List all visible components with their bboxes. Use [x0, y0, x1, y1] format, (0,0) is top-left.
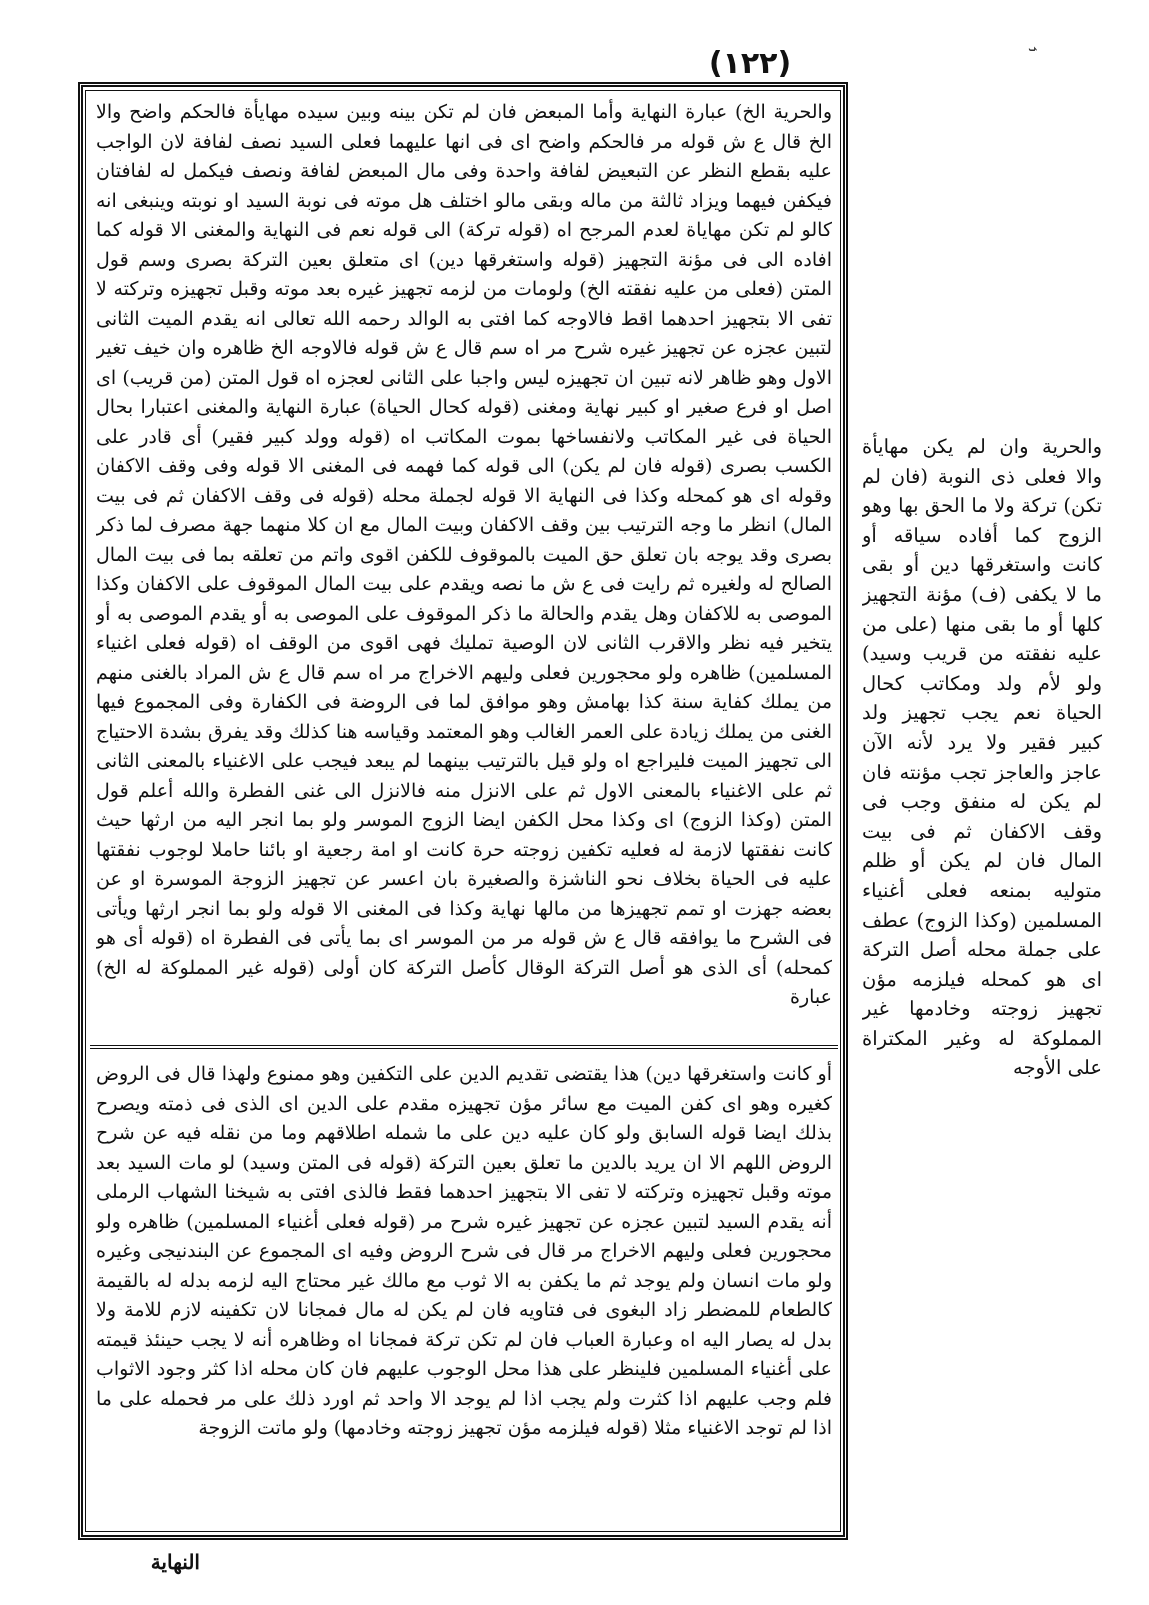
lower-commentary-text: أو كانت واستغرقها دين) هذا يقتضى تقديم الدين على التكفين وهو ممنوع ولهذا قال فى الروض كغيره وهو اى كفن الميت مع سائر مؤن تجهيزه مقدم على الدين اى الذى فى ذمته ويصرح بذلك ايضا قوله السابق ولو كان عليه دين على ما شمله اطلاقهم وما من نقله فيه عن شرح الروض اللهم الا ان يريد بالدين ما تعلق بعين التركة (قوله فى المتن وسيد) لو مات السيد بعد موته وقبل تجهيزه وتركته لا تفى الا بتجهيز احدهما فقط فالذى افتى به شيخنا الشهاب الرملى أنه يقدم السيد لتبين عجزه عن تجهيز غيره شرح مر (قوله فعلى أغنياء المسلمين) ظاهره ولو محجورين فعلى وليهم الاخراج مر قال فى شرح الروض وفيه اى المجموع عن البندنيجى وغيره ولو مات انسان ولم يوجد ثم ما يكفن به الا ثوب مع مالك غير محتاج اليه لزمه بدله له بالقيمة كالطعام للمضطر زاد البغوى فى فتاويه فان لم يكن له مال فمجانا لان تكفينه لازم للامة ولا بدل له يصار اليه اه وعبارة العباب فان لم تكن تركة فمجانا اه وظاهره أنه لا يجب حينئذ قيمته على أغنياء المسلمين فلينظر على هذا محل الوجوب عليهم فان كان محله اذا كثر وجود الاثواب فلم وجب عليهم اذا كثرت ولم يجب اذا لم يوجد الا واحد ثم اورد ذلك على مر فحمله على ما اذا لم توجد الاغنياء مثلا (قوله فيلزمه مؤن تجهيز زوجته وخادمها) ولو ماتت الزوجة — [96, 1063, 832, 1439]
section-divider — [90, 1045, 838, 1049]
page-number: (١٢٢) — [708, 46, 792, 81]
main-commentary-text: والحرية الخ) عبارة النهاية وأما المبعض فان لم تكن بينه وبين سيده مهايأة فالحكم واضح والا الخ قال ع ش قوله مر فالحكم واضح اى فى انها عليهما فعلى السيد نصف لفافة لان الواجب عليه بقطع النظر عن التبعيض لفافة واحدة وفى مال المبعض لفافة ونصف فيكمل له لفافتان فيكفن فيهما ويزاد ثالثة من ماله وبقى مالو اختلف هل موته فى نوبة السيد او نوبته وينبغى انه كالو لم تكن مهاياة لعدم المرجح اه (قوله تركة) الى قوله نعم فى النهاية والمغنى الا قوله كما افاده الى فى مؤنة التجهيز (قوله واستغرقها دين) اى متعلق بعين التركة بصرى وسم قول المتن (فعلى من عليه نفقته الخ) ولومات من لزمه تجهيز غيره بعد موته وقبل تجهيزه وتركته لا تفى الا بتجهيز احدهما اقط فالاوجه كما افتى به الوالد رحمه الله تعالى انه يقدم الميت الثانى لتبين عجزه عن تجهيز غيره شرح مر اه سم قال ع ش قوله فالاوجه الخ ظاهره وان خيف تغير الاول وهو ظاهر لانه تبين ان تجهيزه ليس واجبا على الثانى لعجزه اه قول المتن (من قريب) اى اصل او فرع صغير او كبير نهاية ومغنى (قوله كحال الحياة) عبارة النهاية والمغنى اعتبارا بحال الحياة فى غير المكاتب ولانفساخها بموت المكاتب اه (قوله وولد كبير فقير) أى قادر على الكسب بصرى (قوله فان لم يكن) الى قوله كما فهمه فى المغنى الا قوله وفى وقف الاكفان وقوله اى هو كمحله وكذا فى النهاية الا قوله لجملة محله (قوله فى وقف الاكفان ثم فى بيت المال) انظر ما وجه الترتيب بين وقف الاكفان وبيت المال مع ان كلا منهما جهة مصرف لما ذكر بصرى وقد يوجه بان تعلق حق الميت بالموقوف للكفن اقوى واتم من تعلقه بما فى بيت المال الصالح له ولغيره ثم رايت فى ع ش ما نصه ويقدم على بيت المال الموقوف على الاكفان وكذا الموصى به للاكفان وهل يقدم والحالة ما ذكر الموقوف على الموصى به أو يقدم الموصى به أو يتخير فيه نظر والاقرب الثانى لان الوصية تمليك فهى اقوى من الوقف اه (قوله فعلى اغنياء المسلمين) ظاهره ولو محجورين فعلى وليهم الاخراج مر اه سم قال ع ش المراد بالغنى منهم من يملك كفاية سنة كذا بهامش وهو موافق لما فى الروضة فى الكفارة وفى المجموع فيها الغنى من يملك زيادة على العمر الغالب وهو المعتمد وقياسه هنا كذلك وقد يفرق بشدة الاحتياج الى تجهيز الميت فليراجع اه ولو قيل بالترتيب بينهما لم يبعد فيجب على الاغنياء بالمعنى الثانى ثم على الاغنياء بالمعنى الاول ثم على الانزل منه فالانزل الى غنى الفطرة والله أعلم قول المتن (وكذا الزوج) اى وكذا محل الكفن ايضا الزوج الموسر ولو بما انجر اليه من ارثها حيث كانت نفقتها لازمة له فعليه تكفين زوجته حرة كانت او امة رجعية او بائنا حاملا لوجوب نفقتها عليه فى الحياة بخلاف نحو الناشزة والصغيرة بان اعسر عن تجهيز الزوجة الموسرة او عن بعضه جهزت او تمم تجهيزها من مالها نهاية وكذا فى المغنى الا قوله ولو بما انجر ارثها ويأتى فى الشرح ما يوافقه قال ع ش قوله مر من الموسر اى بما يأتى فى الفطرة اه (قوله أى هو كمحله) أى الذى هو أصل التركة الوقال كأصل التركة كان أولى (قوله غير المملوكة له الخ) عبارة — [96, 101, 832, 1008]
corner-mark: ܝ — [1028, 36, 1038, 55]
footer-label: النهاية — [150, 1550, 200, 1574]
margin-matn-text: والحرية وان لم يكن مهايأة والا فعلى ذى النوبة (فان لم تكن) تركة ولا ما الحق بها وهو الزوج كما أفاده سياقه أو كانت واستغرقها دين أو بقى ما لا يكفى (ف) مؤنة التجهيز كلها أو ما بقى منها (على من عليه نفقته من قريب وسيد) ولو لأم ولد ومكاتب كحال الحياة نعم يجب تجهيز ولد كبير فقير ولا يرد لأنه الآن عاجز والعاجز تجب مؤنته فان لم يكن له منفق وجب فى وقف الاكفان ثم فى بيت المال فان لم يكن أو ظلم متوليه بمنعه فعلى أغنياء المسلمين (وكذا الزوج) عطف على جملة محله أصل التركة اى هو كمحله فيلزمه مؤن تجهيز زوجته وخادمها غير المملوكة له وغير المكتراة على الأوجه — [862, 435, 1102, 1080]
